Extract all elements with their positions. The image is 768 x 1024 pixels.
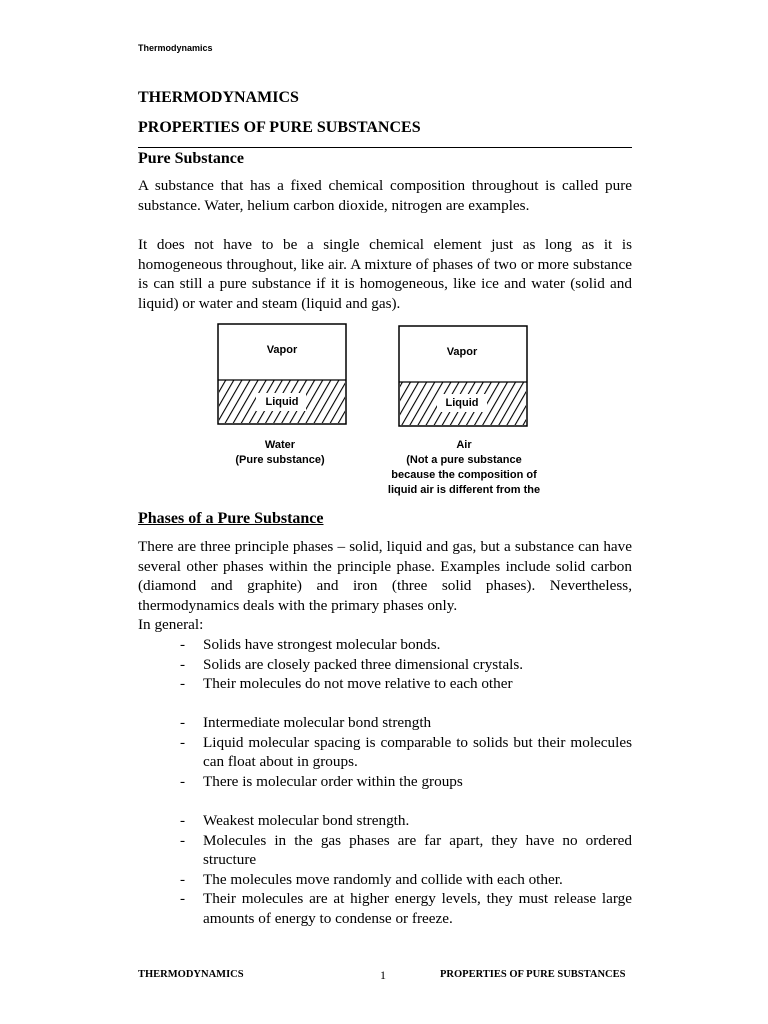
list-item [180,811,632,831]
bullet-dash: - [180,812,186,829]
air-vapor-label: Vapor [446,346,478,358]
list-item [180,831,632,870]
bullet-dash: - [180,772,186,790]
list-item [180,889,632,928]
list-item-text: There is molecular order within the groups [203,772,463,790]
list-item [180,733,632,772]
footer-title: THERMODYNAMICS [138,969,244,980]
list-item-text: Weakest molecular bond strength. [203,812,410,829]
bullet-dash: - [180,870,186,888]
solid-properties-list [180,635,632,694]
list-item [180,635,632,655]
bullet-dash: - [180,714,186,731]
bullet-dash: - [180,733,186,751]
bullet-dash: - [180,831,186,849]
air-caption-line2: because the composition of [391,469,537,481]
water-caption-note: (Pure substance) [235,454,325,466]
in-general-label: In general: [138,616,204,633]
bullet-dash: - [180,675,186,693]
list-item-text: Their molecules are at higher energy levels, they must release large amounts of energy to condense or freeze. [203,890,632,927]
paragraph-pure-substance-mixture: It does not have to be a single chemical element just as long as it is homogeneous throughout, like air. A mixture of phases of two or more substance is can still a pure substance if it is homogeneous, like ice and water (solid and liquid) or water and steam (liquid and gas). [138,236,632,312]
list-item [180,713,632,733]
water-liquid-label: Liquid [265,396,299,408]
page-number: 1 [380,968,386,982]
list-item-text: Molecules in the gas phases are far apart, they have no ordered structure [203,831,632,869]
water-caption-title: Water [264,439,296,451]
footer-section-title: PROPERTIES OF PURE SUBSTANCES [440,969,626,980]
list-item [180,870,632,890]
bullet-dash: - [180,655,186,673]
list-item-text: The molecules move randomly and collide with each other. [203,870,563,888]
document-title: THERMODYNAMICS [138,89,299,106]
section-heading-phases: Phases of a Pure Substance [138,510,324,527]
air-caption-line1: (Not a pure substance [406,454,522,466]
gas-properties-list [180,811,632,929]
list-item [180,674,632,694]
air-liquid-label: Liquid [445,397,479,409]
paragraph-phases: There are three principle phases – solid, liquid and gas, but a substance can have several other phases within the principle phase. Examples include solid carbon (diamond and graphite) and iron (three solid phases). Nevertheless, thermodynamics deals with the primary phases only. [138,538,632,614]
list-item-text: Intermediate molecular bond strength [203,714,432,731]
bullet-dash: - [180,636,186,653]
list-item [180,772,632,792]
list-item-text: Solids are closely packed three dimensional crystals. [203,655,524,673]
air-caption-title: Air [456,439,472,451]
list-item [180,655,632,675]
liquid-properties-list [180,713,632,791]
water-vapor-label: Vapor [266,344,298,356]
document-subtitle: PROPERTIES OF PURE SUBSTANCES [138,119,421,136]
paragraph-pure-substance-definition: A substance that has a fixed chemical composition throughout is called pure substance. Water, helium carbon dioxide, nitrogen are examples. [138,177,632,214]
running-header: Thermodynamics [138,43,213,53]
bullet-dash: - [180,890,186,908]
air-caption-line3: liquid air is different from the [387,484,541,496]
list-item-text: Their molecules do not move relative to each other [203,675,513,693]
list-item-text: Liquid molecular spacing is comparable to solids but their molecules can float about in groups. [203,733,632,771]
section-heading-pure-substance: Pure Substance [138,150,244,167]
list-item-text: Solids have strongest molecular bonds. [203,636,441,653]
